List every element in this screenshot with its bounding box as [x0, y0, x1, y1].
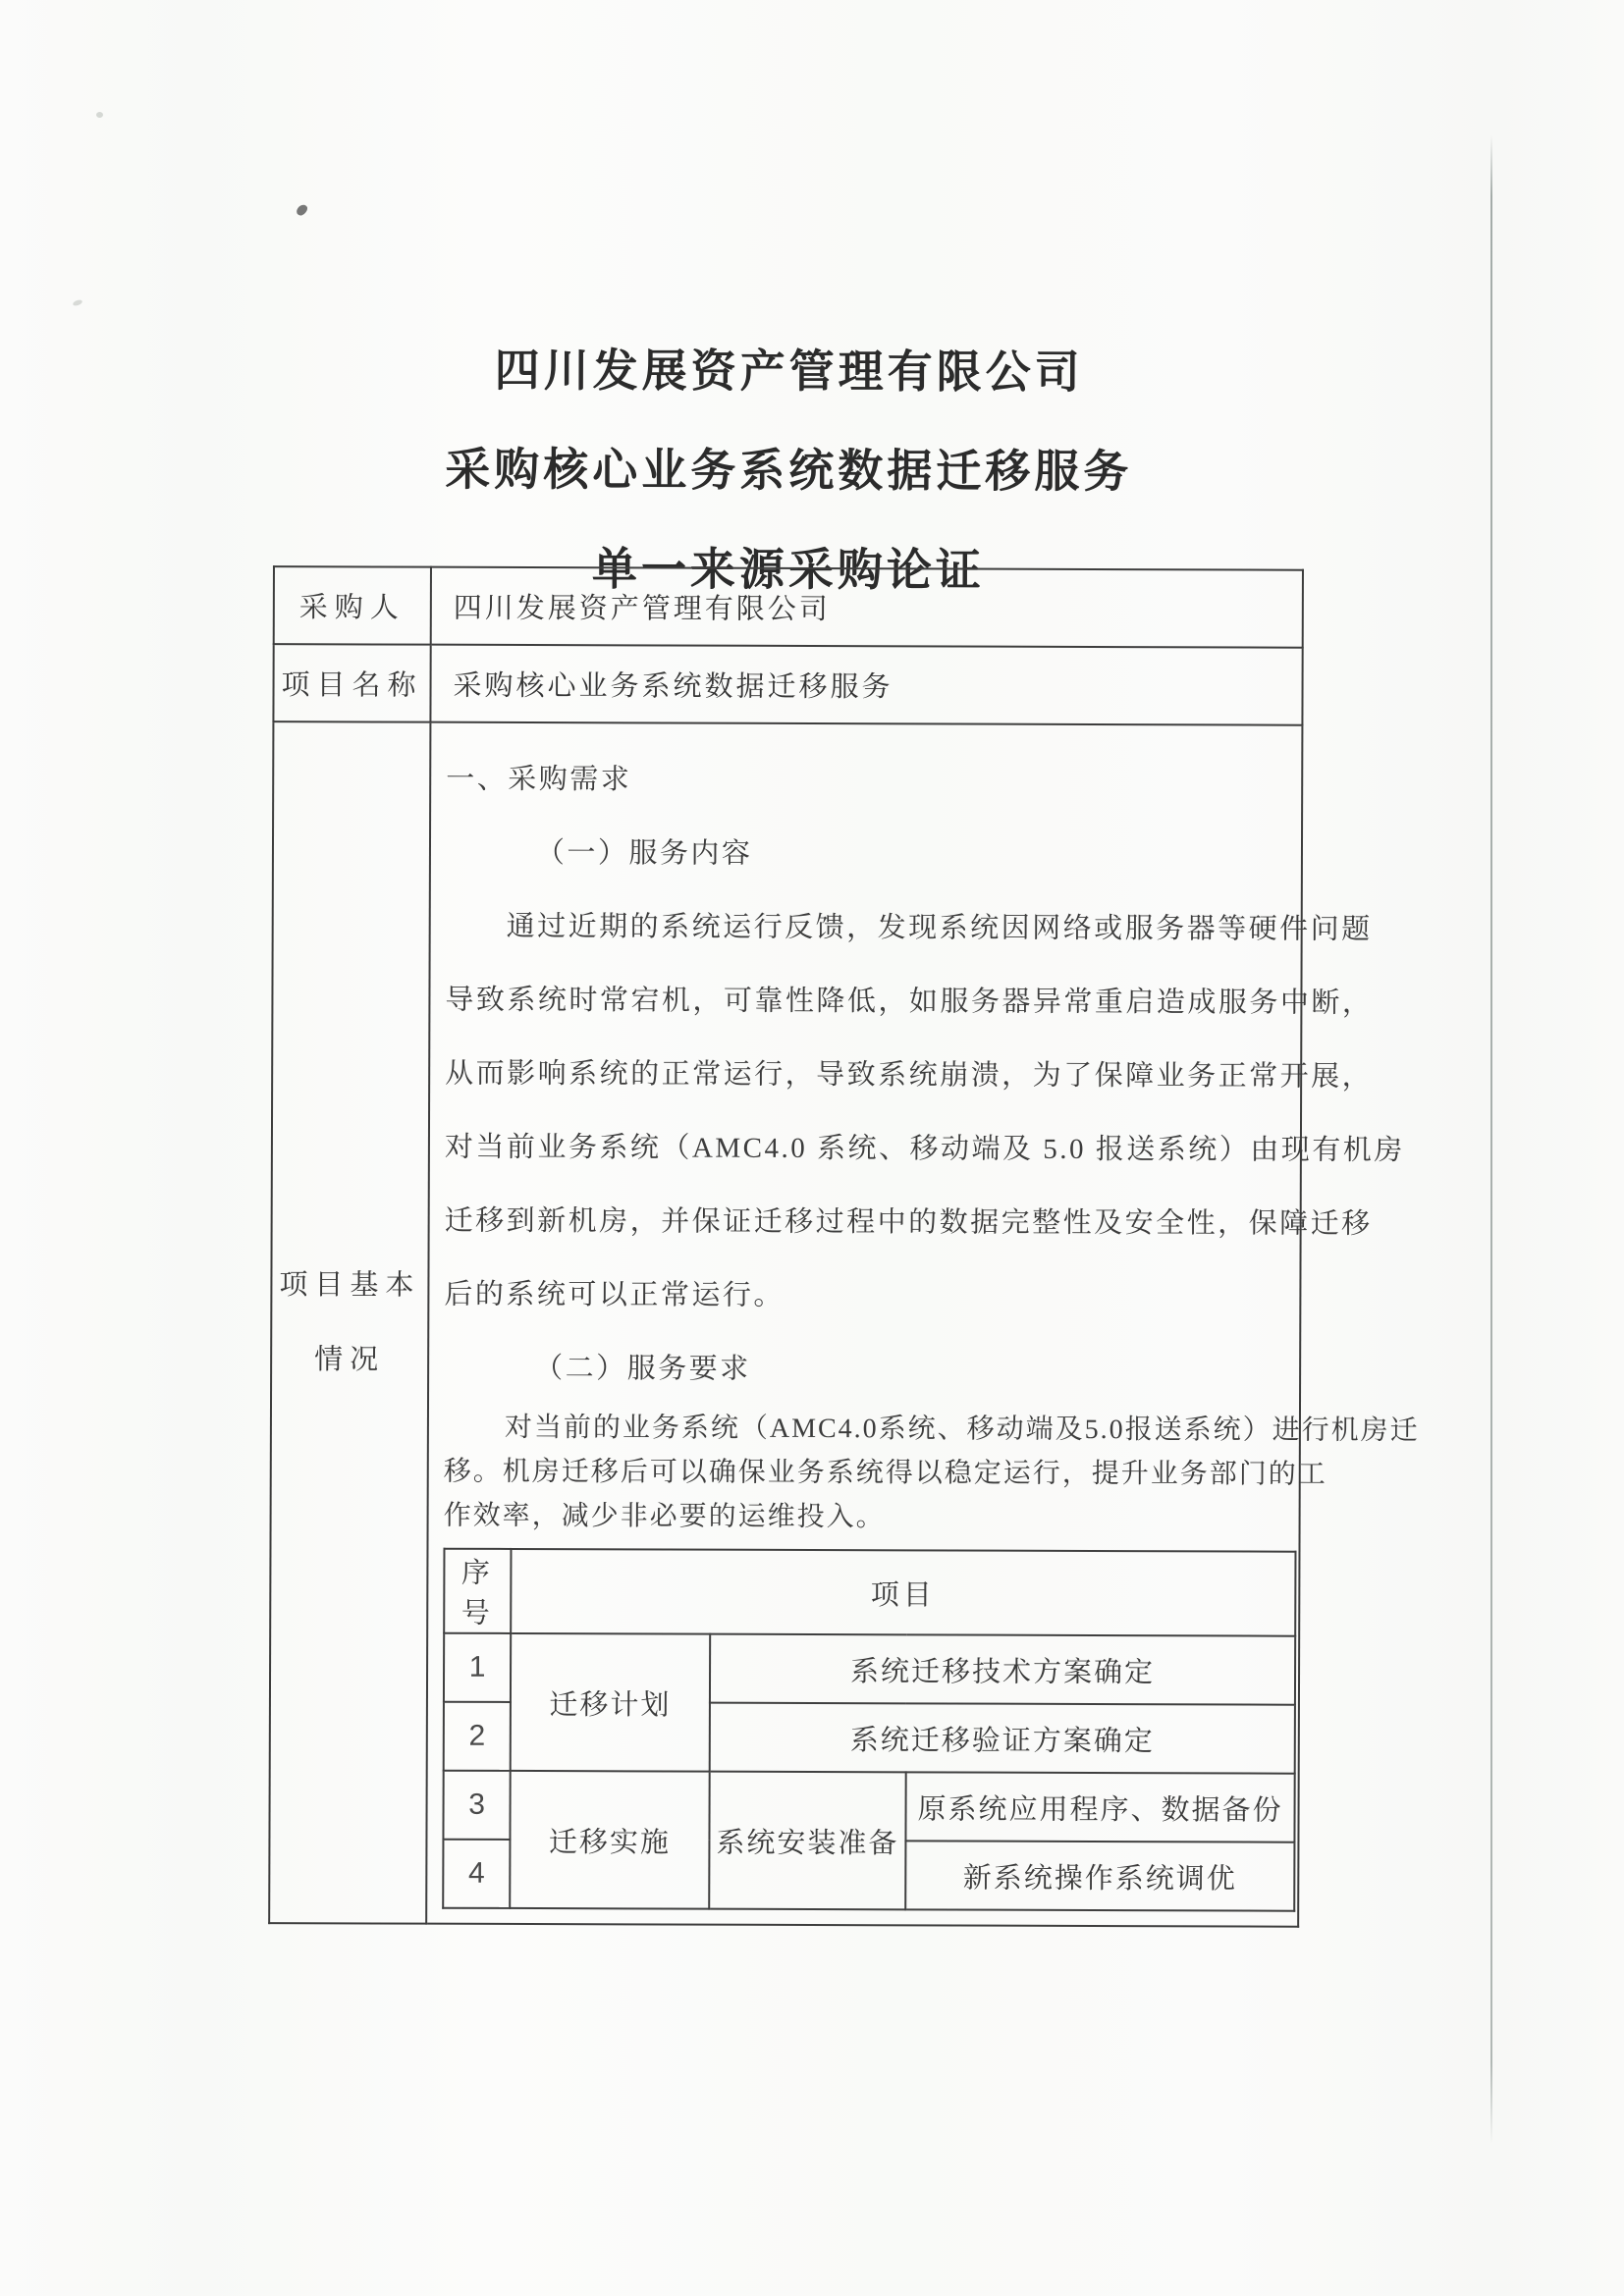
text-line: （二）服务要求	[534, 1353, 751, 1385]
items-row-3	[443, 1771, 1294, 1842]
purchaser-row	[274, 566, 1303, 648]
project-items-table	[442, 1548, 1296, 1912]
purchaser-label: 采购人	[274, 566, 431, 645]
project-name-label: 项目名称	[273, 644, 430, 722]
requirements-section-2	[443, 1406, 1420, 1541]
text-line: 作效率，减少非必要的运维投入。	[443, 1500, 886, 1533]
title-line-project: 采购核心业务系统数据迁移服务	[445, 443, 1133, 498]
item-no: 2	[444, 1702, 511, 1771]
text-line: 迁移到新机房，并保证迁移过程中的数据完整性及安全性，保障迁移	[444, 1204, 1373, 1240]
text-line: 从而影响系统的正常运行，导致系统崩溃，为了保障业务正常开展，	[445, 1057, 1374, 1094]
purchaser-value: 四川发展资产管理有限公司	[431, 567, 1303, 648]
basic-info-content	[426, 722, 1420, 1927]
label-spacer	[273, 1306, 426, 1340]
item-task: 新系统操作系统调优	[905, 1841, 1294, 1910]
basic-info-label-line2: 情况	[314, 1344, 386, 1376]
text-line: 移。机房迁移后可以确保业务系统得以稳定运行，提升业务部门的工	[443, 1456, 1327, 1490]
title-line-company: 四川发展资产管理有限公司	[494, 344, 1084, 398]
info-table	[268, 565, 1420, 1928]
basic-info-row	[269, 721, 1302, 1927]
project-name-value: 采购核心业务系统数据迁移服务	[430, 645, 1302, 725]
text-line: 后的系统可以正常运行。	[444, 1278, 785, 1311]
title-line-type: 单一来源采购论证	[591, 543, 986, 596]
item-no: 1	[444, 1633, 511, 1702]
item-task: 系统迁移验证方案确定	[710, 1703, 1295, 1774]
text-line: 通过近期的系统运行反馈，发现系统因网络或服务器等硬件问题	[506, 910, 1373, 945]
items-row-1	[444, 1633, 1295, 1705]
text-line: 一、采购需求	[446, 763, 632, 796]
items-header-index: 序号	[444, 1549, 511, 1633]
project-name-row	[273, 644, 1302, 725]
item-phase: 迁移计划	[511, 1633, 710, 1772]
text-line: 对当前业务系统（AMC4.0 系统、移动端及 5.0 报送系统）由现有机房	[444, 1131, 1405, 1167]
item-no: 4	[443, 1840, 510, 1908]
item-phase: 迁移实施	[510, 1771, 709, 1909]
item-task: 原系统应用程序、数据备份	[905, 1772, 1294, 1842]
item-subphase: 系统安装准备	[709, 1772, 905, 1910]
requirements-section-1	[444, 743, 1405, 1409]
text-line: 对当前的业务系统（AMC4.0系统、移动端及5.0报送系统）进行机房迁	[504, 1412, 1420, 1447]
text-line: （一）服务内容	[535, 837, 753, 870]
item-task: 系统迁移技术方案确定	[710, 1634, 1295, 1705]
item-no: 3	[443, 1771, 510, 1840]
items-header-row	[444, 1549, 1295, 1636]
basic-info-label-line1: 项目基本	[279, 1269, 421, 1302]
basic-info-label	[269, 721, 430, 1924]
items-header-item: 项目	[511, 1549, 1295, 1636]
text-line: 导致系统时常宕机，可靠性降低，如服务器异常重启造成服务中断，	[445, 984, 1374, 1020]
